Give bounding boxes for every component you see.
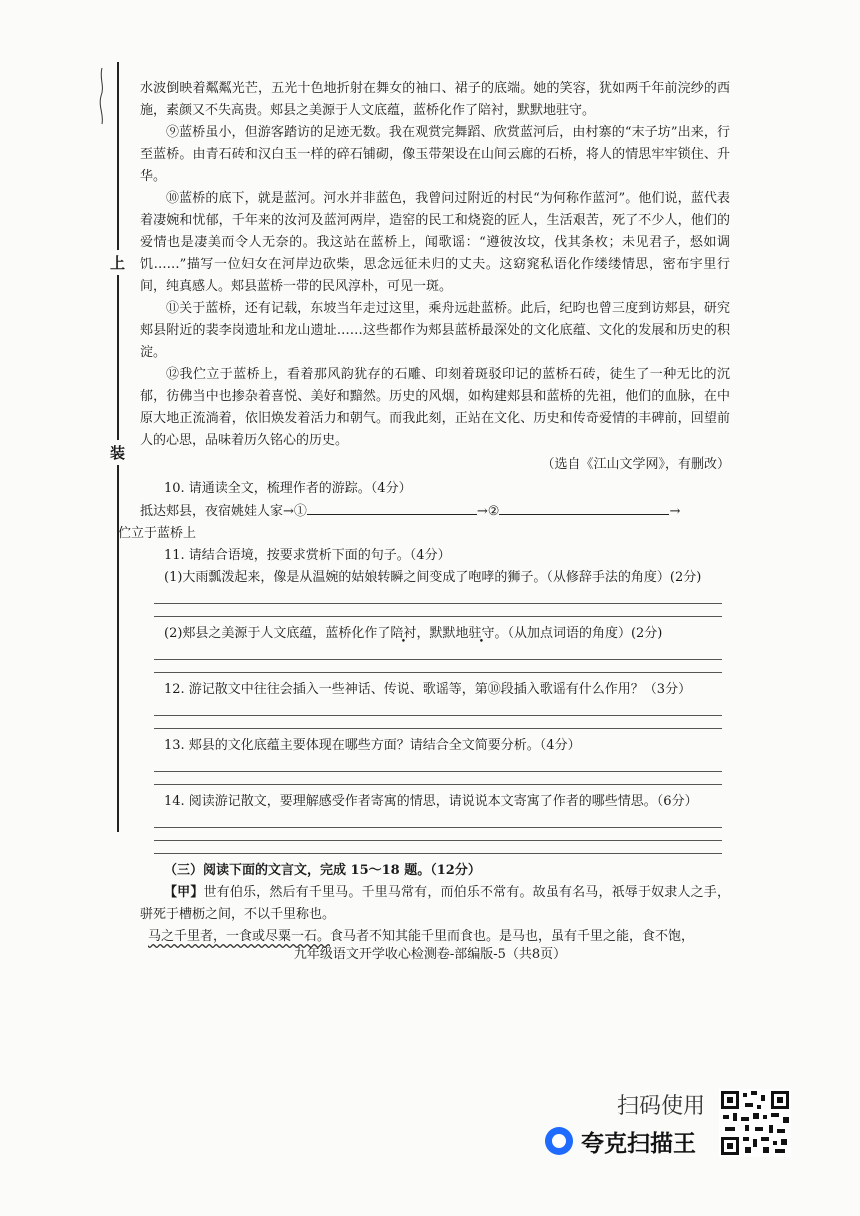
dotted-word-2: 驻守 (468, 626, 495, 641)
passage-tag-a: 【甲】 (164, 885, 204, 900)
passage-a-line-1: 世有伯乐，然后有千里马。千里马常有，而伯乐不常有。故虽有名马，祇辱于奴隶人之手，骈死于槽枥之间，不以千里称也。 (140, 885, 730, 922)
question-10-route (140, 500, 730, 523)
answer-blank-2[interactable] (499, 500, 669, 515)
route-start: 抵达郏县，夜宿姚娃人家→① (140, 504, 307, 519)
binding-mark-bottom: 装 (110, 440, 125, 465)
binding-mark-top: 上 (110, 250, 125, 275)
source-citation: （选自《江山文学网》，有删改） (541, 457, 730, 472)
answer-line (154, 841, 722, 854)
answer-area-11-2[interactable] (140, 647, 730, 673)
question-11-part-1: (1)大雨瓢泼起来，像是从温婉的姑娘转瞬之间变成了咆哮的狮子。（从修辞手法的角度）(2分) (164, 570, 702, 585)
answer-line (154, 660, 722, 673)
brand-name: 夸克扫描王 (581, 1130, 696, 1157)
answer-line (154, 591, 722, 604)
route-mid: →② (476, 504, 500, 519)
handwritten-underlined-sentence: 马之千里者，一食或尽粟一石。 (148, 929, 331, 944)
answer-area-12[interactable] (140, 703, 730, 729)
question-14: 14. 阅读游记散文，要理解感受作者寄寓的情思，请说说本文寄寓了作者的哪些情思。（6分） (164, 794, 698, 809)
answer-area-11-1[interactable] (140, 591, 730, 617)
question-12: 12. 游记散文中往往会插入一些神话、传说、歌谣等，第⑩段插入歌谣有什么作用？（3分） (164, 682, 692, 697)
main-content (118, 78, 730, 948)
q11-2-text-a: (2)郏县之美源于人文底蕴，蓝桥化作了 (164, 626, 391, 641)
paragraph-12: ⑫我伫立于蓝桥上，看着那风韵犹存的石雕、印刻着斑驳印记的蓝桥石砖，徒生了一种无比的沉郁，彷佛当中也掺杂着喜悦、美好和黯然。历史的风烟，如构建郏县和蓝桥的先祖，他们的血脉，在中原大地正流淌着，依旧焕发着活力和朝气。而我此刻，正站在文化、历史和传奇爱情的丰碑前，回望前人的心思，品味着历久铭心的历史。 (140, 367, 730, 448)
route-end: → (669, 504, 681, 519)
paragraph-10: ⑩蓝桥的底下，就是蓝河。河水并非蓝色，我曾问过附近的村民“为何称作蓝河”。他们说，蓝代表着凄婉和忧郁，千年来的汝河及蓝河两岸，造窑的民工和烧瓷的匠人，生活艰苦，死了不少人，他们的爱情也是凄美而令人无奈的。我这站在蓝桥上，闻歌谣：“遵彼汝坟，伐其条枚；未见君子，惄如调饥……”描写一位妇女在河岸边砍柴，思念远征未归的丈夫。这窈窕私语化作缕缕情思，密布宇里行间，纯真感人。郏县蓝桥一带的民风淳朴，可见一斑。 (140, 191, 730, 294)
paragraph-continued: 水波倒映着粼粼光芒，五光十色地折射在舞女的袖口、裙子的底端。她的笑容，犹如两千年前浣纱的西施，素颜又不失高贵。郏县之美源于人文底蕴，蓝桥化作了陪衬，默默地驻守。 (140, 81, 730, 118)
q11-2-text-c: 。（从加点词语的角度）(2分) (494, 626, 663, 641)
answer-line (154, 604, 722, 617)
answer-area-13[interactable] (140, 759, 730, 785)
answer-line (154, 772, 722, 785)
scanner-brand (545, 1125, 696, 1157)
section-3-passage (116, 882, 730, 926)
margin-scribble (95, 66, 109, 126)
answer-area-14[interactable] (140, 815, 730, 854)
page-footer: 九年级语文开学收心检测卷-部编版-5（共8页） (293, 947, 567, 962)
answer-line (154, 647, 722, 660)
dotted-word-1: 陪衬 (390, 626, 417, 641)
answer-line (154, 703, 722, 716)
paragraph-11: ⑪关于蓝桥，还有记载，东坡当年走过这里，乘舟远赴蓝桥。此后，纪昀也曾三度到访郏县，研究郏县附近的裴李岗遗址和龙山遗址……这些都作为郏县蓝桥最深处的文化底蕴、文化的发展和历史的积淀。 (140, 301, 730, 360)
paragraph-9: ⑨蓝桥虽小，但游客踏访的足迹无数。我在观赏完舞蹈、欣赏蓝河后，由村寨的“末子坊”出来，行至蓝桥。由青石砖和汉白玉一样的碎石铺砌，像玉带架设在山间云廊的石桥，将人的情思牢牢锁住、升华。 (140, 125, 730, 184)
passage-a-line-2: 食马者不知其能千里而食也。是马也，虽有千里之能，食不饱， (330, 929, 695, 944)
answer-line (154, 716, 722, 729)
qr-code-icon[interactable] (719, 1089, 791, 1157)
answer-line (154, 815, 722, 828)
answer-blank-1[interactable] (307, 500, 477, 515)
q11-2-text-b: ，默默地 (416, 626, 469, 641)
question-11: 11. 请结合语境，按要求赏析下面的句子。（4分） (164, 548, 451, 563)
route-tail: 伫立于蓝桥上 (118, 526, 197, 541)
question-10: 10. 请通读全文，梳理作者的游踪。（4分） (164, 481, 412, 496)
quark-logo-icon (545, 1127, 573, 1155)
question-11-part-2 (140, 623, 730, 645)
answer-line (154, 759, 722, 772)
scan-label: 扫码使用 (617, 1094, 706, 1119)
question-13: 13. 郏县的文化底蕴主要体现在哪些方面？请结合全文简要分析。（4分） (164, 738, 581, 753)
answer-line (154, 828, 722, 841)
section-3-heading: （三）阅读下面的文言文，完成 15～18 题。（12分） (164, 863, 481, 878)
